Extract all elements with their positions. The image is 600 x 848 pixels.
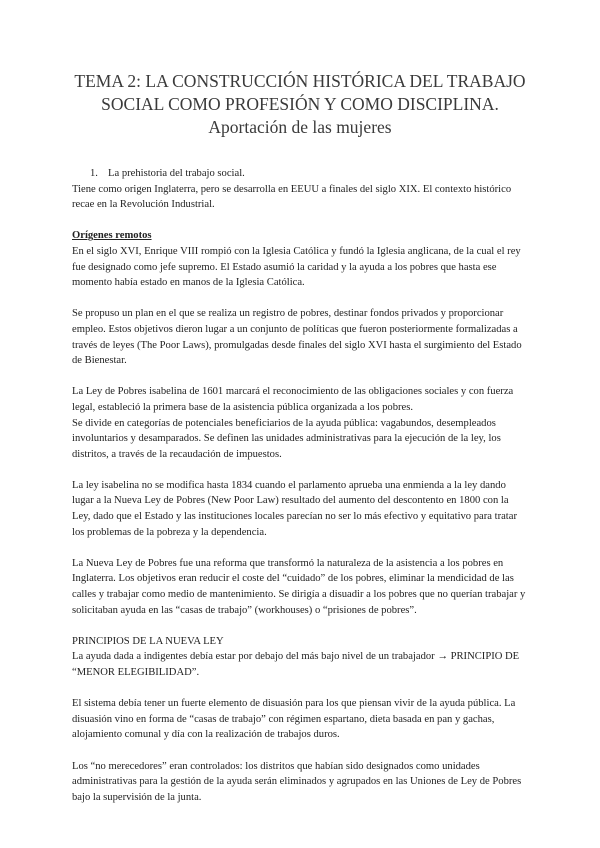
- subheading-principles: PRINCIPIOS DE LA NUEVA LEY: [72, 635, 224, 647]
- paragraph-origins-2: Se propuso un plan en el que se realiza un registro de pobres, destinar fondos privados y proporcionar empleo. Estos objetivos dieron lugar a un conjunto de políticas que fueron posteriormente formalizadas a través de leyes (The Poor Laws), promulgadas desde finales del siglo XVI hasta el surgimiento del Estado de Bienestar.: [72, 308, 522, 367]
- subheading-origins: Orígenes remotos: [72, 230, 152, 242]
- document-title: TEMA 2: LA CONSTRUCCIÓN HISTÓRICA DEL TRABAJO SOCIAL COMO PROFESIÓN Y COMO DISCIPLINA. Aportación de las mujeres: [74, 71, 526, 137]
- paragraph-origins-1: En el siglo XVI, Enrique VIII rompió con la Iglesia Católica y fundó la Iglesia anglicana, de la cual el rey fue designado como jefe supremo. El Estado asumió la caridad y la ayuda a los pobres que hasta ese momento había estado en manos de la Iglesia Católica.: [72, 245, 521, 289]
- section-title: La prehistoria del trabajo social.: [108, 168, 245, 179]
- paragraph-origins-3a: La Ley de Pobres isabelina de 1601 marcará el reconocimiento de las obligaciones sociales y con fuerza legal, estableció la primera base de la asistencia pública organizada a los pobres.: [72, 386, 514, 413]
- paragraph-origins-4: La ley isabelina no se modifica hasta 1834 cuando el parlamento aprueba una enmienda a la ley dando lugar a la Nueva Ley de Pobres (New Poor Law) resultado del aumento del descontento en 1800 con la Ley, dado que el Estado y las instituciones locales parecían no ser lo más efectivo y equitativo para tratar los problemas de la pobreza y la dependencia.: [72, 479, 517, 538]
- section-intro: Tiene como origen Inglaterra, pero se desarrolla en EEUU a finales del siglo XIX. El contexto histórico recae en la Revolución Industrial.: [72, 183, 512, 211]
- section-number: 1.: [90, 168, 98, 179]
- paragraph-principles-2: El sistema debía tener un fuerte elemento de disuasión para los que piensan vivir de la ayuda pública. La disuasión vino en forma de “casas de trabajo” con régimen espartano, dieta basada en pan y gachas, alojamiento comunal y día con la realización de trabajos duros.: [72, 698, 516, 741]
- section-heading-1: [72, 166, 528, 182]
- paragraph-principles-1: La ayuda dada a indigentes debía estar por debajo del más bajo nivel de un trabajador → PRINCIPIO DE “MENOR ELEGIBILIDAD”.: [72, 651, 520, 678]
- paragraph-origins-5: La Nueva Ley de Pobres fue una reforma que transformó la naturaleza de la asistencia a los pobres en Inglaterra. Los objetivos eran reducir el coste del “cuidado” de los pobres, eliminar la mendicidad de las calles y trabajar como medio de mantenimiento. Se dirigía a disuadir a los pobres que no querían trabajar y solicitaban ayuda en las “casas de trabajo” (workhouses) o “prisiones de pobres”.: [72, 557, 526, 616]
- paragraph-principles-3: Los “no merecedores” eran controlados: los distritos que habían sido designados como unidades administrativas para la gestión de la ayuda serán eliminados y agrupados en las Uniones de Ley de Pobres bajo la supervisión de la junta.: [72, 760, 522, 803]
- paragraph-origins-3b: Se divide en categorías de potenciales beneficiarios de la ayuda pública: vagabundos, desempleados involuntarios y desamparados. Se definen las unidades administrativas para la ejecución de la ley, los distritos, a través de la recaudación de impuestos.: [72, 417, 501, 460]
